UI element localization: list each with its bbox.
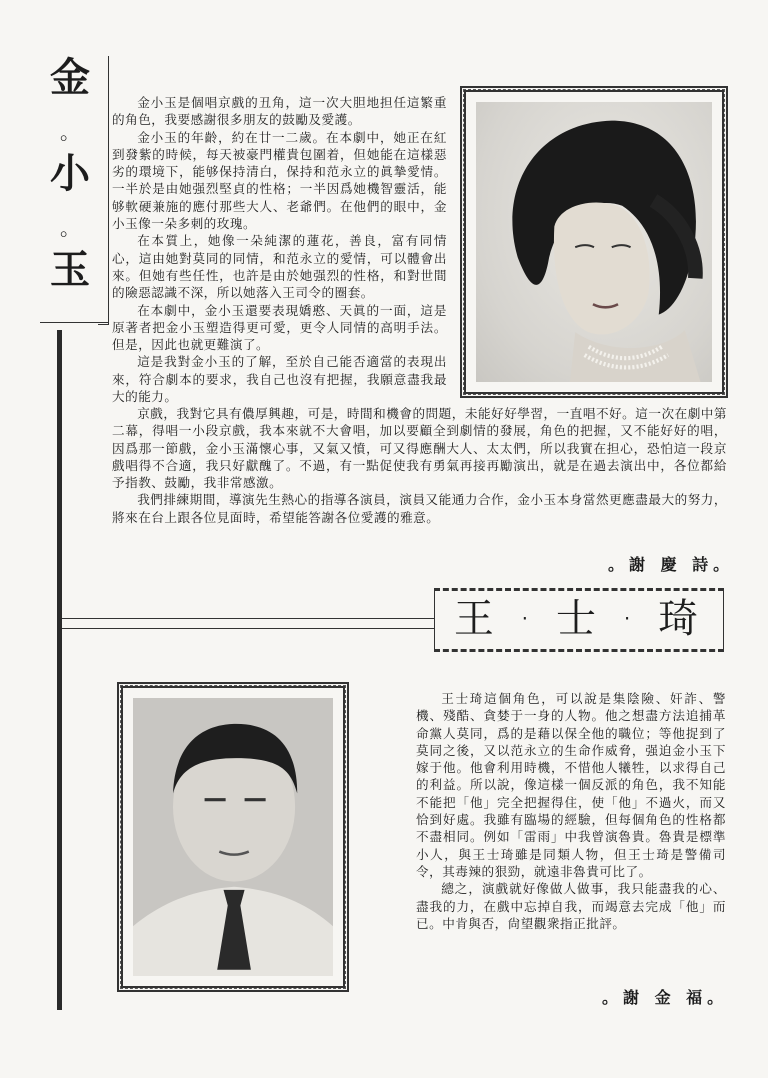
double-rule-bottom (62, 628, 434, 629)
title-dot: 。 (60, 216, 80, 240)
paragraph: 總之，演戲就好像做人做事，我只能盡我的心、盡我的力，在戲中忘掉自我，而竭意去完成「他」而已。中肯與否，尙望觀衆指正批評。 (416, 881, 726, 931)
section2-title: 王 · 士 · 琦 (434, 588, 724, 652)
title-char: 玉 (50, 246, 90, 293)
portrait-photo (133, 698, 333, 976)
title-bracket (98, 56, 109, 325)
section2-column-text (416, 690, 726, 932)
paragraph: 王士琦這個角色，可以說是集陰險、奸詐、警機、殘酷、貪婪于一身的人物。他之想盡方法追捕革命黨人莫同，爲的是藉以保全他的職位；等他捉到了莫同之後，又以范永立的生命作威脅，强迫金小玉下嫁于他。他會利用時機，不惜他人犧牲，以求得自己的利益。所以說，像這樣一個反派的角色，我不知能不能把「他」完全把握得住，使「他」不過火，而又恰到好處。我雖有臨場的經驗，但每個角色的性格都不盡相同。例如「雷雨」中我曾演魯貴。魯貴是標準小人，與王士琦雖是同類人物，但王士琦是警備司令，其毒辣的狠勁，就遠非魯貴可比了。 (416, 691, 726, 879)
paragraph: 這是我對金小玉的了解，至於自己能否適當的表現出來，符合劇本的要求，我自己也沒有把握，我願意盡我最大的能力。 (112, 354, 447, 405)
signature-author-2: 。謝 金 福。 (602, 988, 729, 1007)
vertical-rule (57, 330, 62, 1010)
paragraph: 在本劇中，金小玉還要表現嬌憨、天眞的一面，這是原著者把金小玉塑造得更可愛，更令人同情的高明手法。但是，因此也就更難演了。 (112, 302, 447, 353)
title-char: 金 (50, 54, 90, 101)
portrait-photo (476, 102, 712, 382)
paragraph: 京戲，我對它具有儂厚興趣，可是，時間和機會的問題，未能好好學習，一直唱不好。這一次在劇中第二幕，得唱一小段京戲，我本來就不大會唱，加以要顧全到劇情的發展，角色的把握，又不能好好的唱，因爲那一節戲，金小玉滿懷心事，又氣又憤，可又得應酬大人、太太們，所以我實在担心，恐怕這一段京戲唱得不合適，我只好獻醜了。不過，有一點促使我有勇氣再接再勵演出，就是在過去演出中，各位都給予指教、鼓勵，我非常感激。 (112, 406, 727, 491)
portrait-woman-image (476, 102, 712, 382)
photo-frame-wong-sze-kei (117, 682, 349, 992)
paragraph: 金小玉的年齡，約在廿一二歲。在本劇中，她正在紅到發紫的時候，每天被豪門權貴包圍着，但她能在這樣惡劣的環境下，能够保持清白，保持和范永立的眞摯愛情。一半於是由她强烈堅貞的性格；一半因爲她機智靈活，能够軟硬兼施的應付那些大人、老爺們。在他們的眼中，金小玉像一朵多刺的玫瑰。 (112, 129, 447, 232)
double-rule-top (62, 618, 434, 619)
paragraph: 我們排練期間，導演先生熱心的指導各演員，演員又能通力合作，金小玉本身當然更應盡最大的努力，將來在台上跟各位見面時，希望能答謝各位愛護的雅意。 (112, 492, 727, 525)
photo-frame-kim-siu-yuk (460, 86, 728, 398)
portrait-man-image (133, 698, 333, 976)
section1-column-text (112, 94, 447, 405)
title-char: 小 (50, 150, 90, 197)
section1-wide-text (112, 405, 727, 526)
paragraph: 金小玉是個唱京戲的丑角，這一次大胆地担任這繁重的角色，我要感謝很多朋友的鼓勵及愛護。 (112, 95, 447, 128)
signature-author-1: 。謝 慶 詩。 (608, 555, 735, 574)
paragraph: 在本質上，她像一朵純潔的蓮花，善良，富有同情心，這由她對莫同的同情，和范永立的愛情，可以體會出來。但她有些任性，也許是由於她强烈的性格，和對世間的險惡認識不深，所以她落入王司令的圈套。 (112, 233, 447, 301)
title-dot: 。 (60, 120, 80, 144)
section1-vertical-title (40, 54, 100, 302)
title-bracket-bottom (40, 322, 108, 323)
